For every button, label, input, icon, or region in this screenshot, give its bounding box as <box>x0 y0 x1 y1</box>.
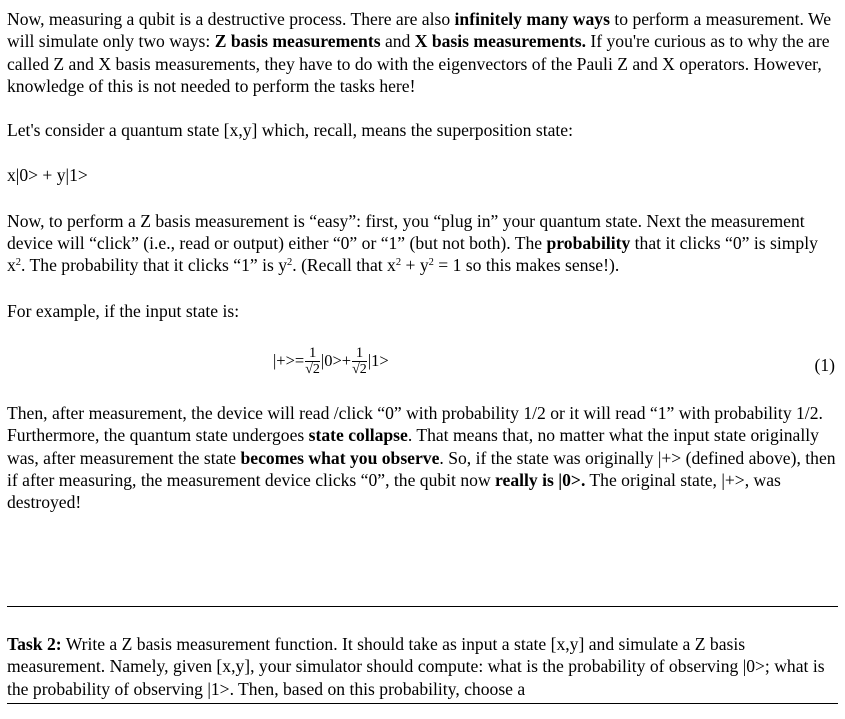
document-body <box>7 8 837 513</box>
text: The original state, |+>, was destroyed! <box>7 469 781 513</box>
bold-becomes-what-you-observe: becomes what you observe <box>240 447 440 468</box>
equation-plus-state <box>7 342 837 400</box>
paragraph-state-collapse <box>7 402 837 513</box>
paragraph-example: For example, if the input state is: <box>7 300 240 321</box>
paragraph-consider-state: Let's consider a quantum state [x,y] which, recall, means the superposition state: <box>7 120 574 141</box>
fraction-denominator: √2 <box>305 361 320 377</box>
bold-infinitely-many-ways: infinitely many ways <box>454 9 610 29</box>
bold-state-collapse: state collapse <box>308 425 408 446</box>
state-expression: x|0> + y|1> <box>7 165 88 186</box>
fraction-one-over-root-two <box>352 346 367 377</box>
bold-probability: probability <box>546 233 631 254</box>
equation-body <box>273 346 389 377</box>
horizontal-rule-bottom <box>7 703 838 704</box>
bold-x-basis: X basis measurements. <box>414 31 586 52</box>
text: and <box>380 31 415 52</box>
paragraph-z-measurement <box>7 210 837 277</box>
text: . The probability that it clicks “1” is y <box>21 255 288 276</box>
fraction-denominator: √2 <box>352 361 367 377</box>
text: that it clicks “0” is simply x <box>7 233 818 276</box>
ket-one: |1> <box>367 351 389 371</box>
task-text: Write a Z basis measurement function. It should take as input a state [x,y] and simulate a Z basis measurement. Namely, given [x,y], your simulator should compute: what is the probability of observing |0>; what is the probability of observing |1>. Then, based on this probability, choose a <box>7 634 825 699</box>
text: . So, if the state was originally |+> (defined above), then if after measuring, the measurement device clicks “0”, the qubit now <box>7 447 836 490</box>
text: + y <box>401 255 429 276</box>
task-label: Task 2: <box>7 634 62 654</box>
superscript: 2 <box>395 257 402 269</box>
bold-z-basis: Z basis measurements <box>214 31 381 52</box>
equation-lhs: |+>= <box>273 351 305 371</box>
text: Now, to perform a Z basis measurement is “easy”: first, you “plug in” your quantum state. Next the measurement device will “click” (i.e., read or output) either “0” or “1” (but not both). The <box>7 210 805 254</box>
superscript: 2 <box>15 257 22 269</box>
bold-really-is-zero: really is |0>. <box>495 469 586 490</box>
horizontal-rule <box>7 606 838 607</box>
fraction-one-over-root-two <box>305 346 320 377</box>
ket-zero: |0>+ <box>320 351 352 371</box>
text: Now, measuring a qubit is a destructive process. There are also <box>7 9 455 29</box>
text: . (Recall that x <box>292 255 396 276</box>
task-2-paragraph <box>7 633 837 700</box>
paragraph-measurement-intro <box>7 8 837 97</box>
fraction-numerator: 1 <box>355 344 364 361</box>
text: . That means that, no matter what the input state originally was, after measurement the state <box>7 425 819 468</box>
text: If you're curious as to why the are called Z and X basis measurements, they have to do with the eigenvectors of the Pauli Z and X operators. However, knowledge of this is not needed to perform the tasks here! <box>7 31 830 96</box>
text: = 1 so this makes sense!). <box>433 255 620 276</box>
superscript: 2 <box>287 257 293 269</box>
superscript: 2 <box>428 257 434 269</box>
fraction-numerator: 1 <box>308 344 317 361</box>
text: Then, after measurement, the device will read /click “0” with probability 1/2 or it will read “1” with probability 1/2. Furthermore, the quantum state undergoes <box>7 402 823 446</box>
equation-number: (1) <box>814 354 835 375</box>
text: to perform a measurement. We will simulate only two ways: <box>7 9 831 52</box>
